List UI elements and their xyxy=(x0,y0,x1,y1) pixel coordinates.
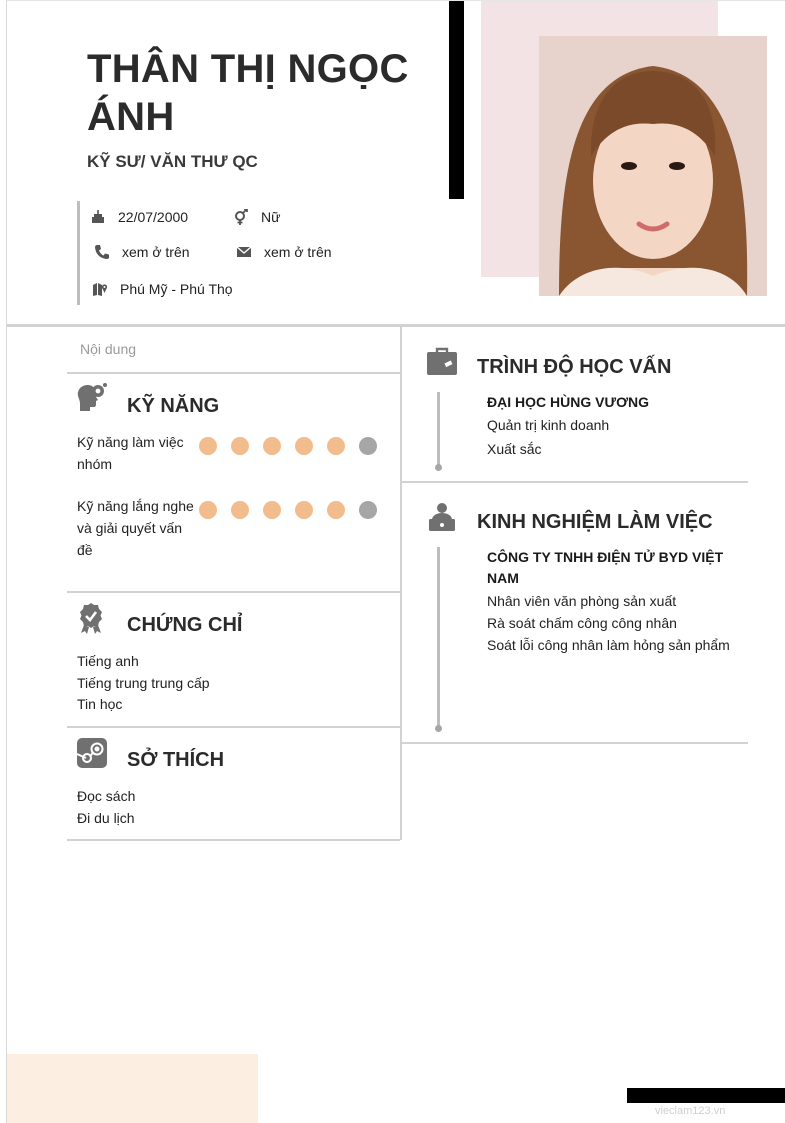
skill-rating xyxy=(199,437,391,455)
hobbies-title: SỞ THÍCH xyxy=(127,749,225,771)
hobby-item: Đọc sách xyxy=(77,788,136,804)
skill-name: Kỹ năng lắng nghe và giải quyết vấn đề xyxy=(77,498,194,558)
address-row xyxy=(92,281,233,297)
divider xyxy=(67,726,400,728)
education-title: TRÌNH ĐỘ HỌC VẤN xyxy=(477,356,672,378)
content-placeholder[interactable]: Nội dung xyxy=(80,341,137,357)
dob-row xyxy=(90,209,188,225)
divider xyxy=(67,839,400,841)
rating-dot xyxy=(199,437,217,455)
briefcase-icon xyxy=(426,346,458,378)
duty-item: Rà soát chấm công công nhân xyxy=(487,615,677,631)
certificate-item: Tiếng anh xyxy=(77,653,139,669)
duty-item: Soát lỗi công nhân làm hỏng sản phẩm xyxy=(487,637,730,653)
decor-black-bar-bottom xyxy=(627,1088,785,1103)
rating-dot xyxy=(327,501,345,519)
envelope-icon xyxy=(236,244,252,260)
rating-dot xyxy=(295,501,313,519)
rating-dot xyxy=(231,437,249,455)
email-value[interactable]: xem ở trên xyxy=(264,244,332,260)
major: Quản trị kinh doanh xyxy=(487,417,610,433)
certificates-title: CHỨNG CHỈ xyxy=(127,614,243,636)
candidate-name: THÂN THỊ NGỌC ÁNH xyxy=(87,47,409,139)
phone-icon xyxy=(94,244,110,260)
education-timeline xyxy=(437,392,440,466)
rating-dot xyxy=(359,501,377,519)
address-value: Phú Mỹ - Phú Thọ xyxy=(120,281,233,297)
skill-name: Kỹ năng làm việc nhóm xyxy=(77,434,184,472)
timeline-dot xyxy=(435,464,442,471)
award-badge-icon xyxy=(75,602,107,634)
user-laptop-icon xyxy=(426,501,458,533)
certificate-item: Tiếng trung trung cấp xyxy=(77,675,210,691)
head-gear-icon xyxy=(76,382,108,414)
experience-timeline xyxy=(437,547,440,727)
cake-icon xyxy=(90,209,106,225)
decor-peach-block xyxy=(7,1054,258,1123)
gender-value: Nữ xyxy=(261,209,281,225)
divider xyxy=(67,372,400,374)
profile-photo[interactable] xyxy=(539,36,767,296)
rating-dot xyxy=(359,437,377,455)
experience-title: KINH NGHIỆM LÀM VIỆC xyxy=(477,511,713,533)
cv-page xyxy=(6,0,785,1123)
rating-dot xyxy=(327,437,345,455)
rating-dot xyxy=(231,501,249,519)
position: Nhân viên văn phòng sản xuất xyxy=(487,593,677,609)
steam-icon xyxy=(76,737,108,769)
rating-dot xyxy=(263,437,281,455)
certificate-item: Tin học xyxy=(77,696,123,712)
divider xyxy=(402,481,748,483)
personal-info xyxy=(77,201,367,305)
hobby-item: Đi du lịch xyxy=(77,810,135,826)
rating-dot xyxy=(295,437,313,455)
phone-value[interactable]: xem ở trên xyxy=(122,244,190,260)
skill-rating xyxy=(199,501,391,519)
skills-title: KỸ NĂNG xyxy=(127,395,220,417)
decor-black-bar xyxy=(449,1,464,199)
company-name: CÔNG TY TNHH ĐIỆN TỬ BYD VIỆT NAM xyxy=(487,549,724,586)
email-row xyxy=(236,244,332,260)
school-name: ĐẠI HỌC HÙNG VƯƠNG xyxy=(487,394,650,410)
timeline-dot xyxy=(435,725,442,732)
phone-row xyxy=(94,244,190,260)
column-divider xyxy=(400,327,402,840)
grade: Xuất sắc xyxy=(487,441,542,457)
rating-dot xyxy=(263,501,281,519)
divider xyxy=(67,591,400,593)
rating-dot xyxy=(199,501,217,519)
map-icon xyxy=(92,281,108,297)
watermark: vieclam123.vn xyxy=(655,1105,726,1117)
job-title: KỸ SƯ/ VĂN THƯ QC xyxy=(87,152,258,171)
gender-row xyxy=(233,209,280,225)
dob-value: 22/07/2000 xyxy=(118,209,189,225)
gender-icon xyxy=(233,209,249,225)
divider xyxy=(402,742,748,744)
header-divider xyxy=(7,324,785,327)
